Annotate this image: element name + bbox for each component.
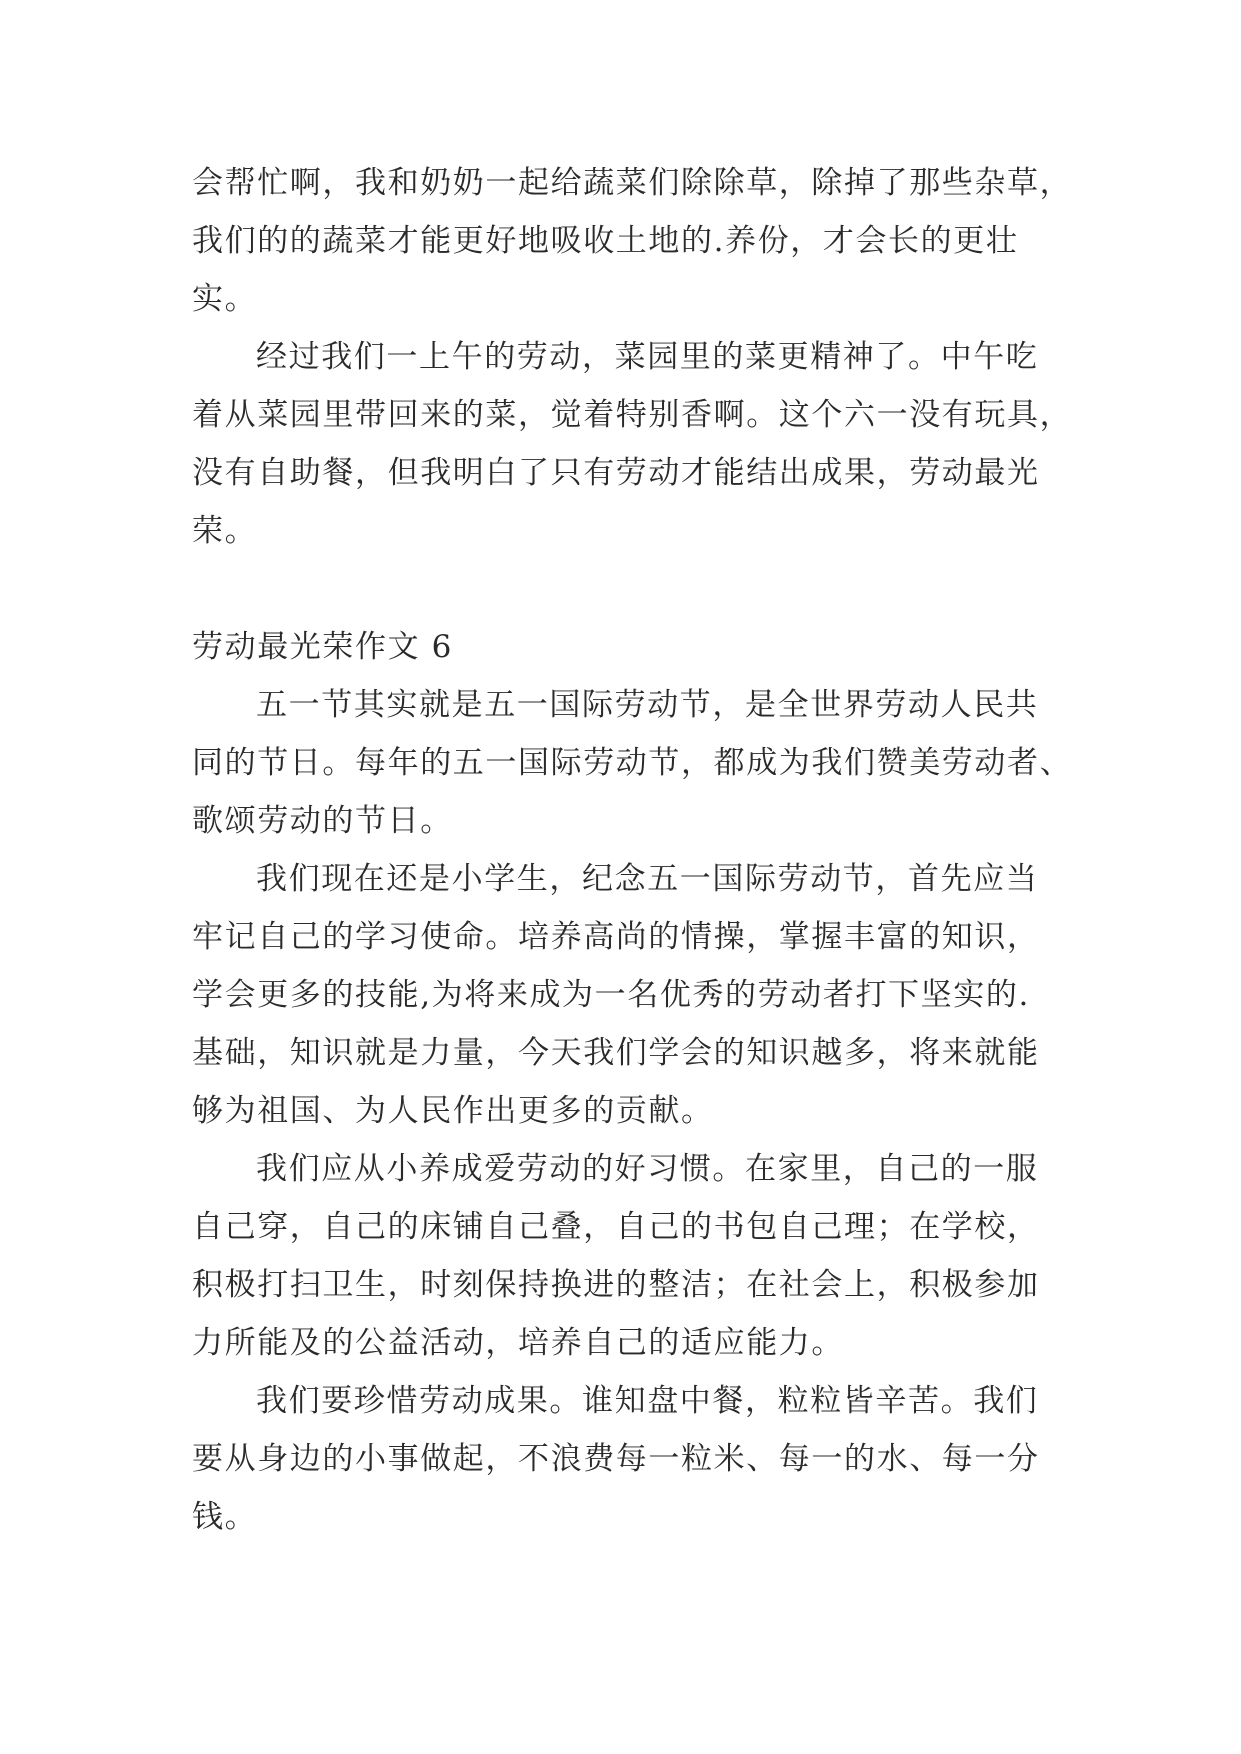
paragraph-cherish-results: [192, 1372, 1052, 1546]
document-body: [192, 154, 1073, 1546]
text-line: 要从身边的小事做起，不浪费每一粒米、每一的水、每一分: [192, 1441, 1040, 1477]
text-line: 钱。: [192, 1499, 258, 1535]
text-line: 没有自助餐，但我明白了只有劳动才能结出成果，劳动最光: [192, 455, 1040, 491]
section-title: 劳动最光荣作文 6: [192, 629, 453, 665]
text-line: 自己穿，自己的床铺自己叠，自己的书包自己理；在学校，: [192, 1209, 1040, 1245]
text-line: 我们要珍惜劳动成果。谁知盘中餐，粒粒皆辛苦。我们: [256, 1383, 1039, 1419]
text-line: 实。: [192, 281, 258, 317]
text-line: 学会更多的技能,为将来成为一名优秀的劳动者打下坚实的.: [192, 977, 1030, 1013]
text-line: 积极打扫卫生，时刻保持换进的整洁；在社会上，积极参加: [192, 1267, 1040, 1303]
text-line: 基础，知识就是力量，今天我们学会的知识越多，将来就能: [192, 1035, 1040, 1071]
text-line: 荣。: [192, 513, 258, 549]
text-line: 我们现在还是小学生，纪念五一国际劳动节，首先应当: [256, 861, 1039, 897]
paragraph-continuation: [192, 154, 1073, 328]
text-line: 同的节日。每年的五一国际劳动节，都成为我们赞美劳动者、: [192, 745, 1073, 781]
paragraph-may-day: [192, 676, 1073, 850]
text-line: 力所能及的公益活动，培养自己的适应能力。: [192, 1325, 844, 1361]
text-line: 会帮忙啊，我和奶奶一起给蔬菜们除除草，除掉了那些杂草，: [192, 165, 1073, 201]
paragraph-student-mission: [192, 850, 1052, 1140]
text-line: 五一节其实就是五一国际劳动节，是全世界劳动人民共: [256, 687, 1039, 723]
text-line: 着从菜园里带回来的菜，觉着特别香啊。这个六一没有玩具，: [192, 397, 1073, 433]
text-line: 经过我们一上午的劳动，菜园里的菜更精神了。中午吃: [256, 339, 1039, 375]
section-gap: [192, 560, 1052, 618]
text-line: 我们应从小养成爱劳动的好习惯。在家里，自己的一服: [256, 1151, 1039, 1187]
paragraph-good-habits: [192, 1140, 1052, 1372]
text-line: 够为祖国、为人民作出更多的贡献。: [192, 1093, 714, 1129]
text-line: 牢记自己的学习使命。培养高尚的情操，掌握丰富的知识，: [192, 919, 1040, 955]
text-line: 歌颂劳动的节日。: [192, 803, 453, 839]
text-line: 我们的的蔬菜才能更好地吸收土地的.养份，才会长的更壮: [192, 223, 1019, 259]
paragraph-labor-result: [192, 328, 1073, 560]
